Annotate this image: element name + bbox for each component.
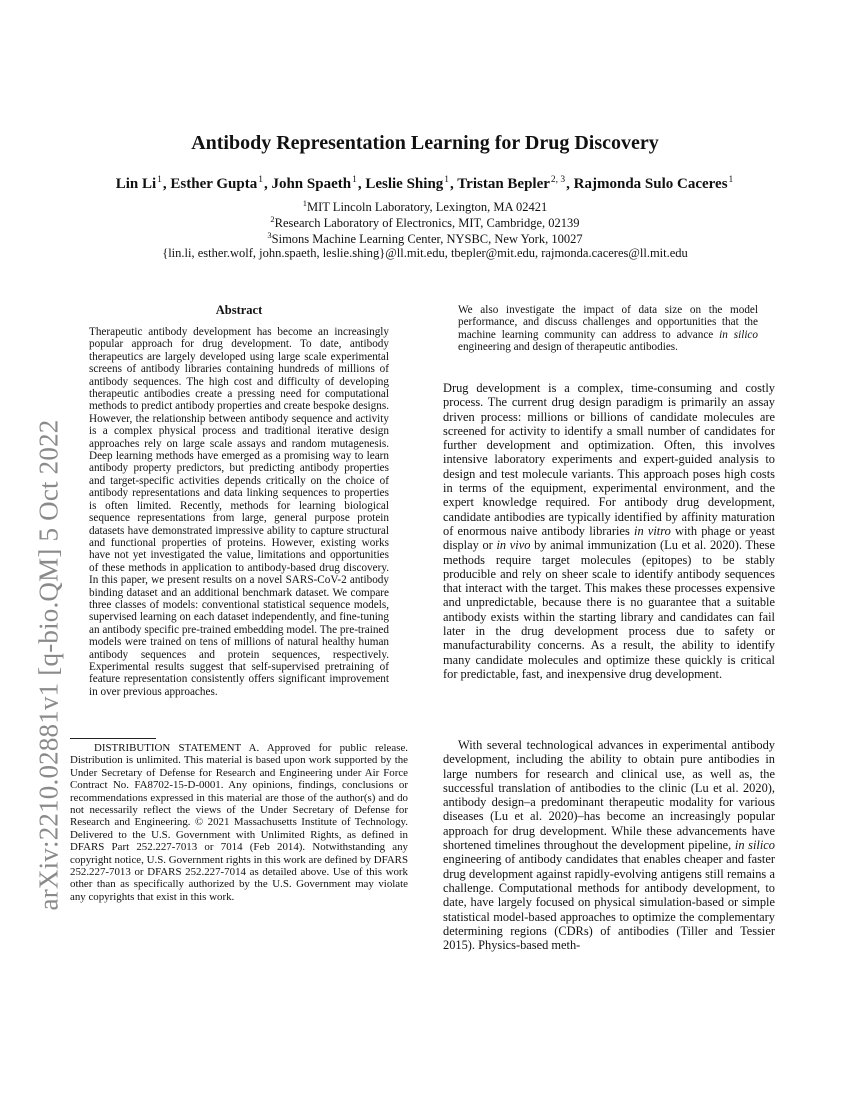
paragraph-emphasis: in silico [734,838,775,853]
paragraph-emphasis: in vitro [634,523,671,538]
abstract-continuation-emphasis: in silico [719,328,758,341]
author-name: John Spaeth [271,176,352,192]
affiliation-line [0,198,850,215]
abstract-continuation [458,304,758,354]
affiliation-mark: 1 [302,198,307,208]
paragraph-text: Drug development is a complex, time-consuming and costly process. The current drug design paradigm is primarily an assay driven process: millions or billions of candidate molecules are screened for activity to identify a small number of candidates for further development and optimization. Often, this involves intensive laboratory experiments and expert-guided analysis to design and test molecule variants. This approach poses high costs in terms of the equipment, experimental environment, and the expert knowledge required. For antibody drug development, candidate antibodies are typically identified by affinity maturation of enormous naive antibody libraries [443,381,775,538]
affiliation-line [0,214,850,231]
affiliation-text: Research Laboratory of Electronics, MIT, Cambridge, 02139 [274,216,580,231]
affiliation-mark: 3 [267,230,272,240]
author-emails: {lin.li, esther.wolf, john.spaeth, leslie.shing}@ll.mit.edu, tbepler@mit.edu, rajmonda.caceres@ll.mit.edu [162,246,688,260]
author-affiliation-mark: 1 [352,175,357,185]
abstract-text: Therapeutic antibody development has become an increasingly popular approach for drug development. To date, antibody therapeutics are largely developed using large scale experimental screens of antibody libraries containing hundreds of millions of antibody sequences. The high cost and difficulty of developing therapeutic antibodies create a pressing need for computational methods to predict antibody properties and create bespoke designs. However, the relationship between antibody sequence and activity is a complex physical process and traditional iterative design approaches rely on large scale assays and random mutagenesis. Deep learning methods have emerged as a promising way to learn antibody property predictors, but predicting antibody properties and target-specific activities depends critically on the choice of antibody representations and data linking sequences to properties is often limited. Recently, methods for learning biological sequence representations from large, general purpose protein datasets have demonstrated impressive ability to capture structural and functional properties of proteins. However, existing works have not yet investigated the value, limitations and opportunities of these methods in application to antibody-based drug discovery. In this paper, we present results on a novel SARS-CoV-2 antibody binding dataset and an additional benchmark dataset. We compare three classes of models: conventional statistical sequence models, supervised learning on each dataset independently, and fine-tuning an antibody specific pre-trained embedding model. The pre-trained models were trained on tens of millions of natural healthy human antibody sequences and protein sequences, respectively. Experimental results suggest that self-supervised pretraining of feature representation consistently offers significant improvement in over previous approaches. [89,326,389,698]
author-name: Lin Li [115,176,157,192]
affiliation-line [0,230,850,247]
abstract-continuation-text: We also investigate the impact of data size on the model performance, and discuss challenges and opportunities that the machine learning community can address to advance [458,304,758,341]
distribution-statement-footnote: DISTRIBUTION STATEMENT A. Approved for public release. Distribution is unlimited. This material is based upon work supported by the Under Secretary of Defense for Research and Engineering under Air Force Contract No. FA8702-15-D-0001. Any opinions, findings, conclusions or recommendations expressed in this material are those of the author(s) and do not necessarily reflect the views of the Under Secretary of Defense for Research and Engineering. © 2021 Massachusetts Institute of Technology. Delivered to the U.S. Government with Unlimited Rights, as defined in DFARS Part 252.227-7013 or 7014 (Feb 2014). Notwithstanding any copyright notice, U.S. Government rights in this work are defined by DFARS 252.227-7013 or DFARS 252.227-7014 as detailed above. Use of this work other than as specifically authorized by the U.S. Government may violate any copyrights that exist in this work. [70,742,408,903]
author-name: Leslie Shing [365,176,444,192]
paragraph-text: engineering of antibody candidates that enables cheaper and faster drug development against rapidly-evolving antigens still remains a challenge. Computational methods for antibody development, to date, have largely focused on physical simulation-based or simple statistical model-based approaches to optimize the complementary determining regions (CDRs) of antibodies (Tiller and Tessier 2015). Physics-based meth- [443,852,775,953]
affiliation-mark: 2 [270,214,275,224]
arxiv-identifier: arXiv:2210.02881v1 [q-bio.QM] 5 Oct 2022 [33,419,64,911]
paragraph-emphasis: in vivo [496,538,531,553]
author-affiliation-mark: 1 [157,175,162,185]
author-name: Tristan Bepler [457,176,550,192]
author-affiliation-mark: 1 [728,175,734,185]
author-list: Lin Li$^1$, Esther Gupta$^1$, John Spaeth$^1$, Leslie Shing$^1$, Tristan Bepler$^{2, 3}$, Rajmonda Sulo Caceres$^1$ [115,175,734,192]
footnote-divider [70,738,156,739]
intro-paragraph-1 [443,381,775,681]
author-affiliation-mark: 1 [258,175,263,185]
left-column [70,303,408,698]
author-name: Rajmonda Sulo Caceres [573,176,728,192]
paragraph-text: by animal immunization (Lu et al. 2020). These methods require target molecules (epitopes) to be stably producible and rely on sheer scale to identify antibody sequences that interact with the target. This makes these processes expensive and unpredictable, because there is no guarantee that a suitable antibody exists within the starting library and candidates can fail later in the drug development process due to safety or manufacturability concerns. As a result, the ability to identify many candidate molecules and optimize these quickly is critical for predictable, fast, and inexpensive drug development. [443,538,775,681]
author-affiliation-mark: 2, 3 [550,175,566,185]
affiliation-text: MIT Lincoln Laboratory, Lexington, MA 02421 [307,200,548,215]
affiliation-text: Simons Machine Learning Center, NYSBC, New York, 10027 [271,232,583,247]
paper-title: Antibody Representation Learning for Drug Discovery [191,132,659,154]
abstract-heading: Abstract [215,303,263,317]
author-name: Esther Gupta [170,176,258,192]
intro-paragraph-2 [443,738,775,952]
author-affiliation-mark: 1 [444,175,450,185]
abstract-continuation-text: engineering and design of therapeutic antibodies. [458,341,678,354]
paragraph-text: with phage or yeast display or [443,523,776,553]
paragraph-text: With several technological advances in experimental antibody development, including the ability to obtain pure antibodies in large numbers for research and clinical use, as well as, the successful translation of antibodies to the clinic (Lu et al. 2020), antibody design–a predominant therapeutic modality for various diseases (Lu et al. 2020)–has become an increasingly popular approach for drug development. While these advancements have shortened timelines throughout the development pipeline, [443,738,775,853]
